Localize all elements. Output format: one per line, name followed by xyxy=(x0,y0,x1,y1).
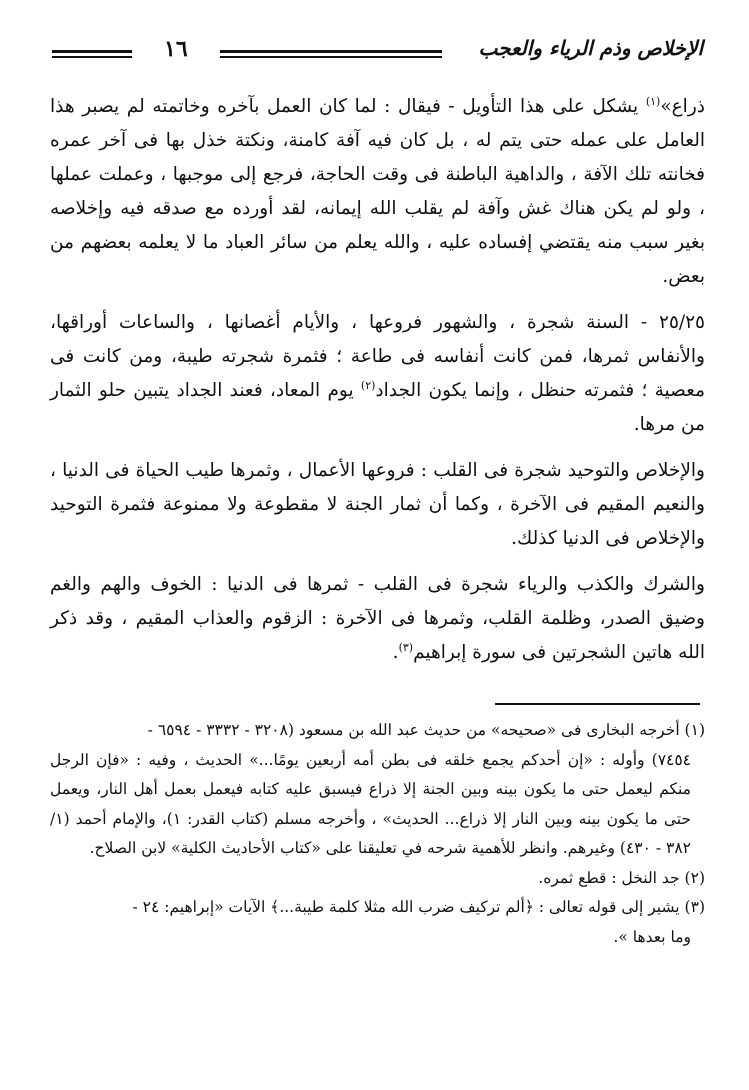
main-text xyxy=(50,90,705,670)
page-header xyxy=(44,34,709,84)
footnote-separator xyxy=(495,703,700,705)
footnote-marker[interactable]: (٢) xyxy=(360,378,376,392)
running-title: الإخلاص وذم الرياء والعجب xyxy=(478,36,703,60)
page-number: ١٦ xyxy=(164,36,188,62)
footnote-marker[interactable]: (٣) xyxy=(398,640,414,654)
footnotes xyxy=(50,716,705,952)
footnote-1: (١) أخرجه البخارى فى «صحيحه» من حديث عبد الله بن مسعود (٣٢٠٨ - ٣٣٣٢ - ٦٥٩٤ - xyxy=(147,721,705,739)
paragraph: ذراع»$^{(١)}$ يشكل على هذا التأويل - فيقال : لما كان العمل بآخره وخاتمته لم يصبر هذا العامل على عمله حتى يتم له ، بل كان فيه آفة كامنة، ونكتة خذل بها فى آخر عمره فخانته تلك الآفة ، والداهية الباطنة فى وقت الحاجة، فرجع إلى موجبها ، وعملت عملها ، ولو لم يكن هناك غش وآفة لم يقلب الله إيمانه، لقد أورده مع صدقه فيه وإخلاصه بغير سبب منه يقتضي إفساده عليه ، والله يعلم من سائر العباد ما لا يعلمه بعضهم من بعض. xyxy=(50,94,705,287)
paragraph: والشرك والكذب والرياء شجرة فى القلب - ثمرها فى الدنيا : الخوف والهم والغم وضيق الصدر، وظلمة القلب، وثمرها فى الآخرة : الزقوم والعذاب المقيم ، وقد ذكر الله هاتين الشجرتين فى سورة إبراهيم$^{(٣)}$. xyxy=(50,574,705,663)
footnote-3-continuation: وما بعدها ». xyxy=(613,927,691,946)
footnote-2: (٢) جد النخل : قطع ثمره. xyxy=(538,868,705,887)
header-rule-middle xyxy=(220,50,442,58)
header-rule-left xyxy=(52,50,132,58)
footnote-marker[interactable]: (١) xyxy=(645,94,661,108)
footnote-3: (٣) يشير إلى قوله تعالى : ﴿ألم تركيف ضرب الله مثلا كلمة طيبة...﴾ الآيات «إبراهيم: ٢٤ - xyxy=(132,898,705,916)
footnote-1-continuation: ٧٤٥٤) وأوله : «إن أحدكم يجمع خلقه فى بطن أمه أربعين يومًا...» الحديث ، وفيه : «فإن الرجل منكم ليعمل حتى ما يكون بينه وبين الجنة إلا ذراع فيسبق عليه كتابه فيعمل بعمل أهل النار، ويعمل حتى ما يكون بينه وبين النار إلا ذراع... الحديث» ، وأخرجه مسلم (كتاب القدر: ١)، والإمام أحمد (١/ ٣٨٢ - ٤٣٠) وغيرهم. وانظر للأهمية شرحه في تعليقنا على «كتاب الأحاديث الكلية» لابن الصلاح. xyxy=(50,750,692,857)
paragraph: ٢٥/٢٥ - السنة شجرة ، والشهور فروعها ، والأيام أغصانها ، والساعات أوراقها، والأنفاس ثمرها، فمن كانت أنفاسه فى طاعة ؛ فثمرة شجرته طيبة، ومن كانت فى معصية ؛ فثمرته حنظل ، وإنما يكون الجداد$^{(٢)}$ يوم المعاد، فعند الجداد يتبين حلو الثمار من مرها. xyxy=(50,312,705,435)
paragraph: والإخلاص والتوحيد شجرة فى القلب : فروعها الأعمال ، وثمرها طيب الحياة فى الدنيا ، والنعيم المقيم فى الآخرة ، وكما أن ثمار الجنة لا مقطوعة ولا ممنوعة فثمرة التوحيد والإخلاص فى الدنيا كذلك. xyxy=(50,460,705,549)
